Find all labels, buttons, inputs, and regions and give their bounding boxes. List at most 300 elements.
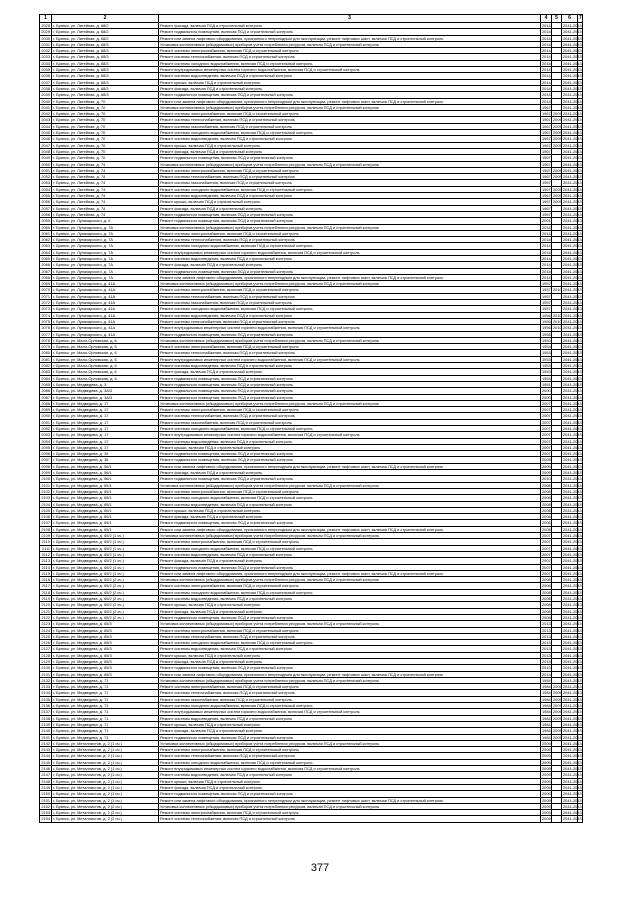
cell-planned-period: 2041-2043	[563, 791, 582, 797]
cell-build-year: 1967	[542, 205, 551, 211]
cell-address: г. Брянск, ул. Медведева, д. 65/2 (1 оч.)	[52, 551, 159, 557]
cell-repair-year: 2009	[553, 117, 562, 123]
cell-row-number: 2056	[41, 199, 50, 205]
cell-address: г. Брянск, ул. Литейная, д. 70	[52, 98, 159, 104]
cell-work-type: Установка коллективных (общедомовых) приборов учета потребления ресурсов, включая ПСД и строительный контроль	[159, 281, 541, 287]
cell-address: г. Брянск, ул. Литейная, д. 68/3	[52, 54, 159, 60]
cell-work-type: Ремонт системы электроснабжения, включая ПСД и строительный контроль	[159, 747, 541, 753]
cell-build-year: 2007	[542, 419, 551, 425]
cell-work-type: Ремонт подвального помещения, включая ПСД и строительный контроль	[159, 381, 541, 387]
cell-row-number: 2102	[41, 488, 50, 494]
cell-work-type: Ремонт подвального помещения, включая ПСД и строительный контроль	[159, 29, 541, 35]
cell-planned-period: 2041-2043	[563, 148, 582, 154]
cell-work-type: Ремонт системы холодного водоснабжения, включая ПСД и строительный контроль	[159, 243, 541, 249]
cell-build-year: 2014	[542, 85, 551, 91]
cell-work-type: Ремонт или замена лифтового оборудования, признанного непригодным для эксплуатации, ремонт лифтовых шахт, включая ПСД и строительный контроль	[159, 463, 541, 469]
cell-repair-year: 2009	[553, 142, 562, 148]
cell-work-type: Ремонт внутридомовых инженерных систем горячего водоснабжения, включая ПСД и строительный контроль	[159, 766, 541, 772]
cell-row-number: 2118	[40, 589, 52, 595]
cell-row-number: 2050	[41, 161, 50, 167]
cell-row-number: 2141	[41, 734, 50, 740]
cell-build-year: 2007	[542, 539, 551, 545]
cell-address: г. Брянск, ул. Медведева, д. 36	[52, 457, 159, 463]
cell-planned-period: 2041-2043	[563, 551, 582, 557]
cell-row-number: 2087	[41, 394, 50, 400]
cell-work-type: Ремонт системы газоснабжения, включая ПСД и строительный контроль	[159, 123, 541, 129]
cell-work-type: Ремонт системы электроснабжения, включая ПСД и строительный контроль	[159, 583, 541, 589]
cell-planned-period: 2041-2043	[563, 381, 582, 387]
cell-repair-year: 2009	[553, 715, 562, 721]
cell-work-type: Ремонт крыши, включая ПСД и строительный контроль	[159, 199, 541, 205]
cell-build-year: 2008	[542, 589, 551, 595]
cell-address: г. Брянск, ул. Луначарского, д. 41А	[52, 293, 159, 299]
cell-address: г. Брянск, ул. Литейная, д. 68/3	[52, 67, 159, 73]
cell-planned-period: 2041-2043	[563, 161, 582, 167]
cell-planned-period: 2041-2043	[563, 444, 582, 450]
cell-build-year: 1953	[542, 344, 551, 350]
cell-planned-period: 2041-2043	[563, 797, 582, 803]
cell-work-type: Ремонт подвального помещения, включая ПСД и строительный контроль	[159, 388, 541, 394]
cell-row-number: 2053	[41, 180, 50, 186]
cell-address: г. Брянск, ул. Медведева, д. 3	[52, 381, 159, 387]
cell-row-number: 2076	[41, 325, 50, 331]
cell-row-number: 2121	[41, 608, 50, 614]
cell-build-year: 1967	[542, 111, 551, 117]
cell-work-type: Ремонт системы холодного водоснабжения, включая ПСД и строительный контроль	[159, 640, 541, 646]
cell-build-year: 1957	[542, 293, 551, 299]
cell-planned-period: 2041-2043	[563, 507, 582, 513]
cell-build-year: 2013	[542, 646, 551, 652]
cell-row-number: 2067	[41, 268, 50, 274]
cell-build-year: 1951	[542, 381, 551, 387]
cell-planned-period: 2041-2043	[563, 432, 582, 438]
cell-address: г. Брянск, ул. Литейная, д. 74	[52, 205, 159, 211]
cell-work-type: Ремонт подвального помещения, включая ПСД и строительный контроль	[159, 457, 541, 463]
cell-planned-period: 2041-2043	[563, 438, 582, 444]
cell-address: г. Брянск, ул. Медведева, д. 71	[52, 728, 159, 734]
cell-address: г. Брянск, ул. Луначарского, д. 7А	[52, 262, 159, 268]
cell-address: г. Брянск, ул. Луначарского, д. 7А	[52, 224, 159, 230]
cell-repair-year: 2010	[553, 325, 562, 331]
cell-build-year: 2008	[542, 614, 551, 620]
column-header: 6	[562, 15, 578, 23]
cell-address: г. Брянск, ул. Медведева, д. 65/1	[52, 501, 159, 507]
cell-address: г. Брянск, ул. Медведева, д. 71	[52, 684, 159, 690]
cell-planned-period: 2041-2043	[563, 287, 582, 293]
cell-work-type: Установка коллективных (общедомовых) приборов учета потребления ресурсов, включая ПСД и строительный контроль	[159, 400, 541, 406]
cell-planned-period: 2041-2043	[563, 810, 582, 816]
cell-build-year: 2014	[542, 35, 551, 41]
cell-row-number: 2095	[41, 444, 50, 450]
cell-planned-period: 2041-2043	[563, 363, 582, 369]
cell-row-number: 2075	[41, 318, 50, 324]
cell-row-number: 2052	[41, 174, 50, 180]
cell-build-year: 2007	[542, 545, 551, 551]
cell-build-year: 2014	[542, 224, 551, 230]
cell-planned-period: 2041-2043	[563, 457, 582, 463]
cell-build-year: 2008	[542, 482, 551, 488]
cell-build-year: 2014	[542, 41, 551, 47]
cell-row-number: 2097	[41, 457, 50, 463]
cell-address: г. Брянск, ул. Медведева, д. 65/1	[52, 520, 159, 526]
cell-row-number: 2115	[40, 570, 52, 576]
cell-work-type: Ремонт системы электроснабжения, включая ПСД и строительный контроль	[159, 48, 541, 54]
cell-work-type: Ремонт внутридомовых инженерных систем горячего водоснабжения, включая ПСД и строительный контроль	[159, 432, 541, 438]
cell-row-number: 2149	[41, 784, 50, 790]
cell-build-year: 2009	[542, 778, 551, 784]
cell-row-number: 2093	[41, 432, 50, 438]
cell-row-number: 2031	[41, 41, 50, 47]
cell-address: г. Брянск, ул. Медведева, д. 71	[52, 703, 159, 709]
cell-address: г. Брянск, ул. Медведева, д. 65/2 (1 оч.)	[52, 533, 159, 539]
cell-row-number: 2129	[41, 658, 50, 664]
cell-address: г. Брянск, ул. Металлистов, д. 2 (1 оч.)	[52, 784, 159, 790]
cell-planned-period: 2041-2043	[563, 596, 582, 602]
cell-row-number: 2140	[41, 728, 50, 734]
cell-build-year: 2001	[542, 218, 551, 224]
cell-work-type: Ремонт системы водоотведения, включая ПСД и строительный контроль	[159, 73, 541, 79]
cell-work-type: Ремонт системы холодного водоснабжения, включая ПСД и строительный контроль	[159, 426, 541, 432]
cell-address: г. Брянск, ул. Медведева, д. 71	[52, 721, 159, 727]
cell-work-type: Ремонт крыши, включая ПСД и строительный контроль	[159, 79, 541, 85]
cell-address: г. Брянск, ул. Луначарского, д. 7А	[52, 237, 159, 243]
cell-address: г. Брянск, ул. Луначарского, д. 41А	[52, 331, 159, 337]
cell-work-type: Ремонт крыши, включая ПСД и строительный контроль	[159, 142, 541, 148]
cell-build-year: 2008	[542, 583, 551, 589]
cell-build-year: 2013	[542, 627, 551, 633]
cell-row-number: 2030	[41, 35, 50, 41]
cell-address: г. Брянск, ул. Медведева, д. 65/2 (2 оч.)	[52, 614, 159, 620]
cell-build-year: 2007	[542, 451, 551, 457]
cell-address: г. Брянск, ул. Металлистов, д. 2 (1 оч.)	[52, 747, 159, 753]
cell-build-year: 2014	[542, 79, 551, 85]
cell-work-type: Ремонт системы холодного водоснабжения, включая ПСД и строительный контроль	[159, 495, 541, 501]
cell-address: г. Брянск, ул. Металлистов, д. 2 (1 оч.)	[52, 766, 159, 772]
cell-planned-period: 2041-2043	[563, 677, 582, 683]
cell-planned-period: 2041-2043	[563, 488, 582, 494]
cell-build-year: 2014	[542, 230, 551, 236]
cell-row-number: 2032	[41, 48, 50, 54]
cell-planned-period: 2041-2043	[563, 344, 582, 350]
cell-planned-period: 2041-2043	[563, 312, 582, 318]
cell-planned-period: 2041-2043	[563, 426, 582, 431]
cell-row-number: 2043	[41, 117, 50, 123]
cell-build-year: 1967	[542, 117, 551, 123]
cell-address: г. Брянск, ул. Мало-Орловская, д. 6	[52, 337, 159, 343]
cell-build-year: 2007	[542, 444, 551, 450]
cell-row-number: 2069	[41, 281, 50, 287]
cell-work-type: Ремонт системы газоснабжения, включая ПСД и строительный контроль	[159, 300, 541, 306]
table-row	[40, 816, 583, 822]
cell-work-type: Ремонт подвального помещения, включая ПСД и строительный контроль	[159, 394, 541, 400]
cell-repair-year: 2009	[553, 703, 562, 709]
cell-planned-period: 2041-2043	[563, 60, 582, 66]
cell-planned-period: 2041-2043	[563, 274, 582, 280]
column-header: 3	[159, 15, 541, 23]
cell-build-year: 2014	[542, 73, 551, 79]
cell-build-year: 1957	[542, 300, 551, 306]
cell-address: г. Брянск, ул. Медведева, д. 56/1	[52, 463, 159, 469]
cell-build-year: 2013	[542, 671, 551, 677]
cell-address: г. Брянск, ул. Мало-Орловская, д. 6	[52, 369, 159, 375]
cell-address: г. Брянск, ул. Медведева, д. 65/2 (2 оч.)	[52, 583, 159, 589]
cell-work-type: Ремонт системы газоснабжения, включая ПСД и строительный контроль	[159, 419, 541, 425]
cell-row-number: 2147	[41, 772, 50, 778]
cell-address: г. Брянск, ул. Медведева, д. 65/1	[52, 507, 159, 513]
cell-work-type: Ремонт крыши, включая ПСД и строительный контроль	[159, 721, 541, 727]
cell-address: г. Брянск, ул. Литейная, д. 70	[52, 123, 159, 129]
cell-build-year: 2014	[542, 243, 551, 249]
cell-build-year: 2009	[542, 463, 551, 469]
cell-work-type: Установка коллективных (общедомовых) приборов учета потребления ресурсов, включая ПСД и строительный контроль	[159, 677, 541, 683]
cell-address: г. Брянск, ул. Медведева, д. 65/3	[52, 633, 159, 639]
cell-planned-period: 2041-2043	[563, 237, 582, 243]
cell-planned-period: 2041-2043	[563, 337, 582, 343]
cell-row-number: 2099	[41, 470, 50, 476]
cell-work-type: Ремонт системы электроснабжения, включая ПСД и строительный контроль	[159, 287, 541, 293]
cell-row-number: 2029	[41, 29, 50, 35]
cell-planned-period: 2041-2043	[563, 703, 582, 709]
cell-planned-period: 2041-2043	[563, 715, 582, 721]
cell-address: г. Брянск, ул. Медведева, д. 17	[52, 426, 159, 432]
cell-planned-period: 2041-2043	[563, 740, 582, 746]
cell-address: г. Брянск, ул. Медведева, д. 65/2 (1 оч.)	[52, 545, 159, 551]
cell-row-number: 2037	[41, 79, 50, 85]
cell-address: г. Брянск, ул. Металлистов, д. 2 (1 оч.)	[52, 753, 159, 759]
cell-planned-period: 2041-2043	[563, 262, 582, 268]
cell-address: г. Брянск, ул. Литейная, д. 68/2	[52, 35, 159, 41]
cell-build-year: 2008	[542, 514, 551, 520]
cell-repair-year: 2009	[553, 111, 562, 117]
cell-build-year: 2009	[542, 772, 551, 778]
cell-address: г. Брянск, ул. Литейная, д. 70	[52, 111, 159, 117]
cell-planned-period: 2041-2043	[563, 721, 582, 727]
cell-row-number: 2036	[41, 73, 50, 79]
cell-work-type: Установка коллективных (общедомовых) приборов учета потребления ресурсов, включая ПСД и строительный контроль	[159, 577, 541, 583]
cell-build-year: 1956	[542, 331, 551, 337]
cell-planned-period: 2041-2043	[563, 470, 582, 476]
cell-row-number: 2042	[41, 111, 50, 117]
cell-address: г. Брянск, ул. Литейная, д. 70	[52, 117, 159, 123]
cell-work-type: Ремонт системы газоснабжения, включая ПСД и строительный контроль	[159, 696, 541, 702]
cell-address: г. Брянск, ул. Медведева, д. 65/3	[52, 646, 159, 652]
cell-address: г. Брянск, ул. Литейная, д. 68/3	[52, 60, 159, 66]
cell-build-year: 1956	[542, 318, 551, 324]
cell-row-number: 2059	[41, 218, 50, 224]
cell-work-type: Ремонт системы теплоснабжения, включая ПСД и строительный контроль	[159, 350, 541, 356]
cell-planned-period: 2041-2043	[563, 67, 582, 73]
cell-build-year: 2014	[542, 23, 551, 28]
cell-build-year: 1984	[542, 721, 551, 727]
cell-row-number: 2041	[41, 104, 50, 110]
cell-work-type: Ремонт системы теплоснабжения, включая ПСД и строительный контроль	[159, 633, 541, 639]
cell-row-number: 2096	[41, 451, 50, 457]
cell-repair-year: 2009	[553, 684, 562, 690]
cell-row-number: 2081	[41, 356, 50, 362]
cell-work-type: Ремонт системы теплоснабжения, включая ПСД и строительный контроль	[159, 293, 541, 299]
cell-address: г. Брянск, ул. Металлистов, д. 2 (1 оч.)	[52, 778, 159, 784]
cell-planned-period: 2041-2043	[563, 665, 582, 671]
cell-address: г. Брянск, ул. Медведева, д. 71	[52, 734, 159, 740]
cell-planned-period: 2041-2043	[563, 255, 582, 261]
cell-work-type: Ремонт крыши, включая ПСД и строительный контроль	[159, 507, 541, 513]
cell-build-year: 2014	[542, 262, 551, 268]
cell-row-number: 2033	[41, 54, 50, 60]
cell-row-number: 2117	[40, 583, 52, 589]
cell-row-number: 2116	[40, 577, 52, 583]
cell-address: г. Брянск, ул. Луначарского, д. 41А	[52, 306, 159, 312]
cell-address: г. Брянск, ул. Мало-Орловская, д. 6	[52, 363, 159, 369]
cell-repair-year: 2009	[553, 193, 562, 199]
cell-row-number: 2060	[41, 224, 50, 230]
cell-address: г. Брянск, ул. Медведева, д. 65/2 (2 оч.)	[52, 596, 159, 602]
cell-planned-period: 2041-2043	[563, 640, 582, 646]
cell-build-year: 2009	[542, 753, 551, 759]
cell-planned-period: 2041-2043	[563, 577, 582, 583]
cell-repair-year: 2009	[553, 174, 562, 180]
cell-work-type: Ремонт подвального помещения, включая ПСД и строительный контроль	[159, 520, 541, 526]
table-header-row	[40, 15, 583, 23]
cell-build-year: 2007	[542, 400, 551, 406]
cell-address: г. Брянск, ул. Медведева, д. 65/1	[52, 526, 159, 532]
cell-repair-year: 2009	[553, 728, 562, 734]
cell-build-year: 1967	[542, 142, 551, 148]
cell-work-type: Ремонт системы водоотведения, включая ПСД и строительный контроль	[159, 646, 541, 652]
cell-row-number: 2072	[41, 300, 50, 306]
cell-planned-period: 2041-2043	[563, 218, 582, 224]
cell-work-type: Ремонт системы электроснабжения, включая ПСД и строительный контроль	[159, 407, 541, 413]
cell-row-number: 2150	[41, 791, 50, 797]
cell-work-type: Ремонт подвального помещения, включая ПСД и строительный контроль	[159, 734, 541, 740]
cell-work-type: Установка коллективных (общедомовых) приборов учета потребления ресурсов, включая ПСД и строительный контроль	[159, 41, 541, 47]
cell-build-year: 2008	[542, 457, 551, 463]
cell-work-type: Ремонт подвального помещения, включая ПСД и строительный контроль	[159, 791, 541, 797]
cell-address: г. Брянск, ул. Литейная, д. 74	[52, 167, 159, 173]
cell-work-type: Ремонт подвального помещения, включая ПСД и строительный контроль	[159, 211, 541, 217]
cell-planned-period: 2041-2043	[563, 747, 582, 753]
cell-planned-period: 2041-2043	[563, 117, 582, 123]
cell-row-number: 2123	[41, 621, 50, 627]
cell-address: г. Брянск, ул. Медведева, д. 17	[52, 432, 159, 438]
cell-build-year: 2009	[542, 470, 551, 476]
cell-planned-period: 2041-2043	[563, 696, 582, 702]
cell-planned-period: 2041-2043	[563, 621, 582, 627]
cell-work-type: Установка коллективных (общедомовых) приборов учета потребления ресурсов, включая ПСД и строительный контроль	[159, 803, 541, 809]
cell-row-number: 2148	[41, 778, 50, 784]
cell-work-type: Ремонт фасада, включая ПСД и строительный контроль	[159, 262, 541, 268]
cell-build-year: 2008	[542, 507, 551, 513]
cell-row-number: 2085	[41, 381, 50, 387]
cell-build-year: 1967	[542, 155, 551, 161]
cell-address: г. Брянск, ул. Луначарского, д. 7А	[52, 274, 159, 280]
cell-work-type: Ремонт системы электроснабжения, включая ПСД и строительный контроль	[159, 230, 541, 236]
cell-row-number: 2103	[41, 495, 50, 501]
cell-work-type: Ремонт или замена лифтового оборудования, признанного непригодным для эксплуатации, ремонт лифтовых шахт, включая ПСД и строительный контроль	[159, 526, 541, 532]
cell-address: г. Брянск, ул. Медведева, д. 65/3	[52, 621, 159, 627]
cell-planned-period: 2041-2043	[563, 589, 582, 595]
cell-work-type: Ремонт фасада, включая ПСД и строительный контроль	[159, 558, 541, 564]
cell-repair-year	[552, 816, 562, 822]
cell-address: г. Брянск, ул. Литейная, д. 68/3	[52, 79, 159, 85]
cell-planned-period: 2041-2043	[563, 514, 582, 520]
cell-address: г. Брянск, ул. Медведева, д. 65/3	[52, 665, 159, 671]
cell-address: г. Брянск, ул. Литейная, д. 68/3	[52, 41, 159, 47]
cell-row-number: 2058	[41, 211, 50, 217]
cell-row-number: 2107	[41, 520, 50, 526]
cell-work-type: Ремонт подвального помещения, включая ПСД и строительный контроль	[159, 451, 541, 457]
cell-repair-year: 2009	[553, 136, 562, 142]
cell-address: г. Брянск, ул. Медведева, д. 17	[52, 400, 159, 406]
cell-address: г. Брянск, ул. Медведева, д. 65/1	[52, 514, 159, 520]
cell-address: г. Брянск, ул. Медведева, д. 65/1	[52, 482, 159, 488]
cell-row-number: 2084	[41, 375, 50, 381]
cell-row-number: 2073	[41, 306, 50, 312]
cell-work-type: Установка коллективных (общедомовых) приборов учета потребления ресурсов, включая ПСД и строительный контроль	[159, 224, 541, 230]
cell-row-number: 2039	[41, 92, 50, 98]
cell-work-type: Ремонт системы электроснабжения, включая ПСД и строительный контроль	[159, 684, 541, 690]
column-header: 4	[541, 15, 552, 23]
cell-work-type: Ремонт крыши, включая ПСД и строительный контроль	[159, 778, 541, 784]
cell-build-year: 2009	[542, 791, 551, 797]
cell-build-year: 2008	[542, 602, 551, 608]
cell-address: г. Брянск, ул. Металлистов, д. 2 (2 оч.)	[52, 810, 159, 816]
cell-build-year: 2013	[542, 621, 551, 627]
cell-row-number: 2130	[41, 665, 50, 671]
cell-row-number: 2071	[41, 293, 50, 299]
cell-planned-period: 2041-2043	[563, 281, 582, 287]
cell-row-number: 2051	[41, 167, 50, 173]
cell-build-year: 2009	[542, 766, 551, 772]
cell-work-type: Установка коллективных (общедомовых) приборов учета потребления ресурсов, включая ПСД и строительный контроль	[159, 161, 541, 167]
column-header: 5	[552, 15, 562, 23]
cell-address: г. Брянск, ул. Литейная, д. 70	[52, 104, 159, 110]
cell-build-year: 2007	[542, 432, 551, 438]
cell-planned-period: 2041-2043	[563, 413, 582, 419]
cell-row-number: 2108	[41, 526, 50, 532]
cell-build-year: 1984	[542, 696, 551, 702]
cell-work-type: Ремонт системы водоотведения, включая ПСД и строительный контроль	[159, 772, 541, 778]
cell-row-number: 2114	[40, 564, 52, 570]
cell-row-number: 2133	[41, 684, 50, 690]
cell-address: г. Брянск, ул. Луначарского, д. 41А	[52, 318, 159, 324]
cell-work-type: Ремонт крыши, включая ПСД и строительный контроль	[159, 602, 541, 608]
cell-build-year: 2013	[542, 633, 551, 639]
cell-row-number: 2153	[41, 810, 50, 816]
cell-work-type: Ремонт фасада, включая ПСД и строительный контроль	[159, 369, 541, 375]
cell-work-type: Установка коллективных (общедомовых) приборов учета потребления ресурсов, включая ПСД и строительный контроль	[159, 337, 541, 343]
cell-row-number: 2048	[41, 148, 50, 154]
cell-address: г. Брянск, ул. Медведева, д. 34	[52, 451, 159, 457]
cell-work-type: Ремонт внутридомовых инженерных систем горячего водоснабжения, включая ПСД и строительный контроль	[159, 325, 541, 331]
cell-work-type: Ремонт подвального помещения, включая ПСД и строительный контроль	[159, 375, 541, 381]
cell-work-type: Ремонт системы холодного водоснабжения, включая ПСД и строительный контроль	[159, 186, 541, 192]
cell-row-number: 2044	[41, 123, 50, 129]
cell-planned-period: 2041-2043	[563, 533, 582, 539]
cell-address: г. Брянск, ул. Луначарского, д. 5	[52, 218, 159, 224]
cell-work-type: Установка коллективных (общедомовых) приборов учета потребления ресурсов, включая ПСД и строительный контроль	[159, 533, 541, 539]
cell-work-type: Ремонт системы электроснабжения, включая ПСД и строительный контроль	[159, 111, 541, 117]
cell-planned-period: 2041-2043	[563, 759, 582, 765]
cell-build-year: 1984	[542, 684, 551, 690]
cell-address: г. Брянск, ул. Литейная, д. 74	[52, 199, 159, 205]
cell-row-number: 2083	[41, 369, 50, 375]
cell-row-number: 2127	[41, 646, 50, 652]
cell-work-type: Ремонт внутридомовых инженерных систем горячего водоснабжения, включая ПСД и строительный контроль	[159, 709, 541, 715]
cell-row-number: 2077	[41, 331, 50, 337]
cell-work-type: Ремонт подвального помещения, включая ПСД и строительный контроль	[159, 218, 541, 224]
cell-address: г. Брянск, ул. Мало-Орловская, д. 6	[52, 344, 159, 350]
cell-row-number: 2049	[41, 155, 50, 161]
